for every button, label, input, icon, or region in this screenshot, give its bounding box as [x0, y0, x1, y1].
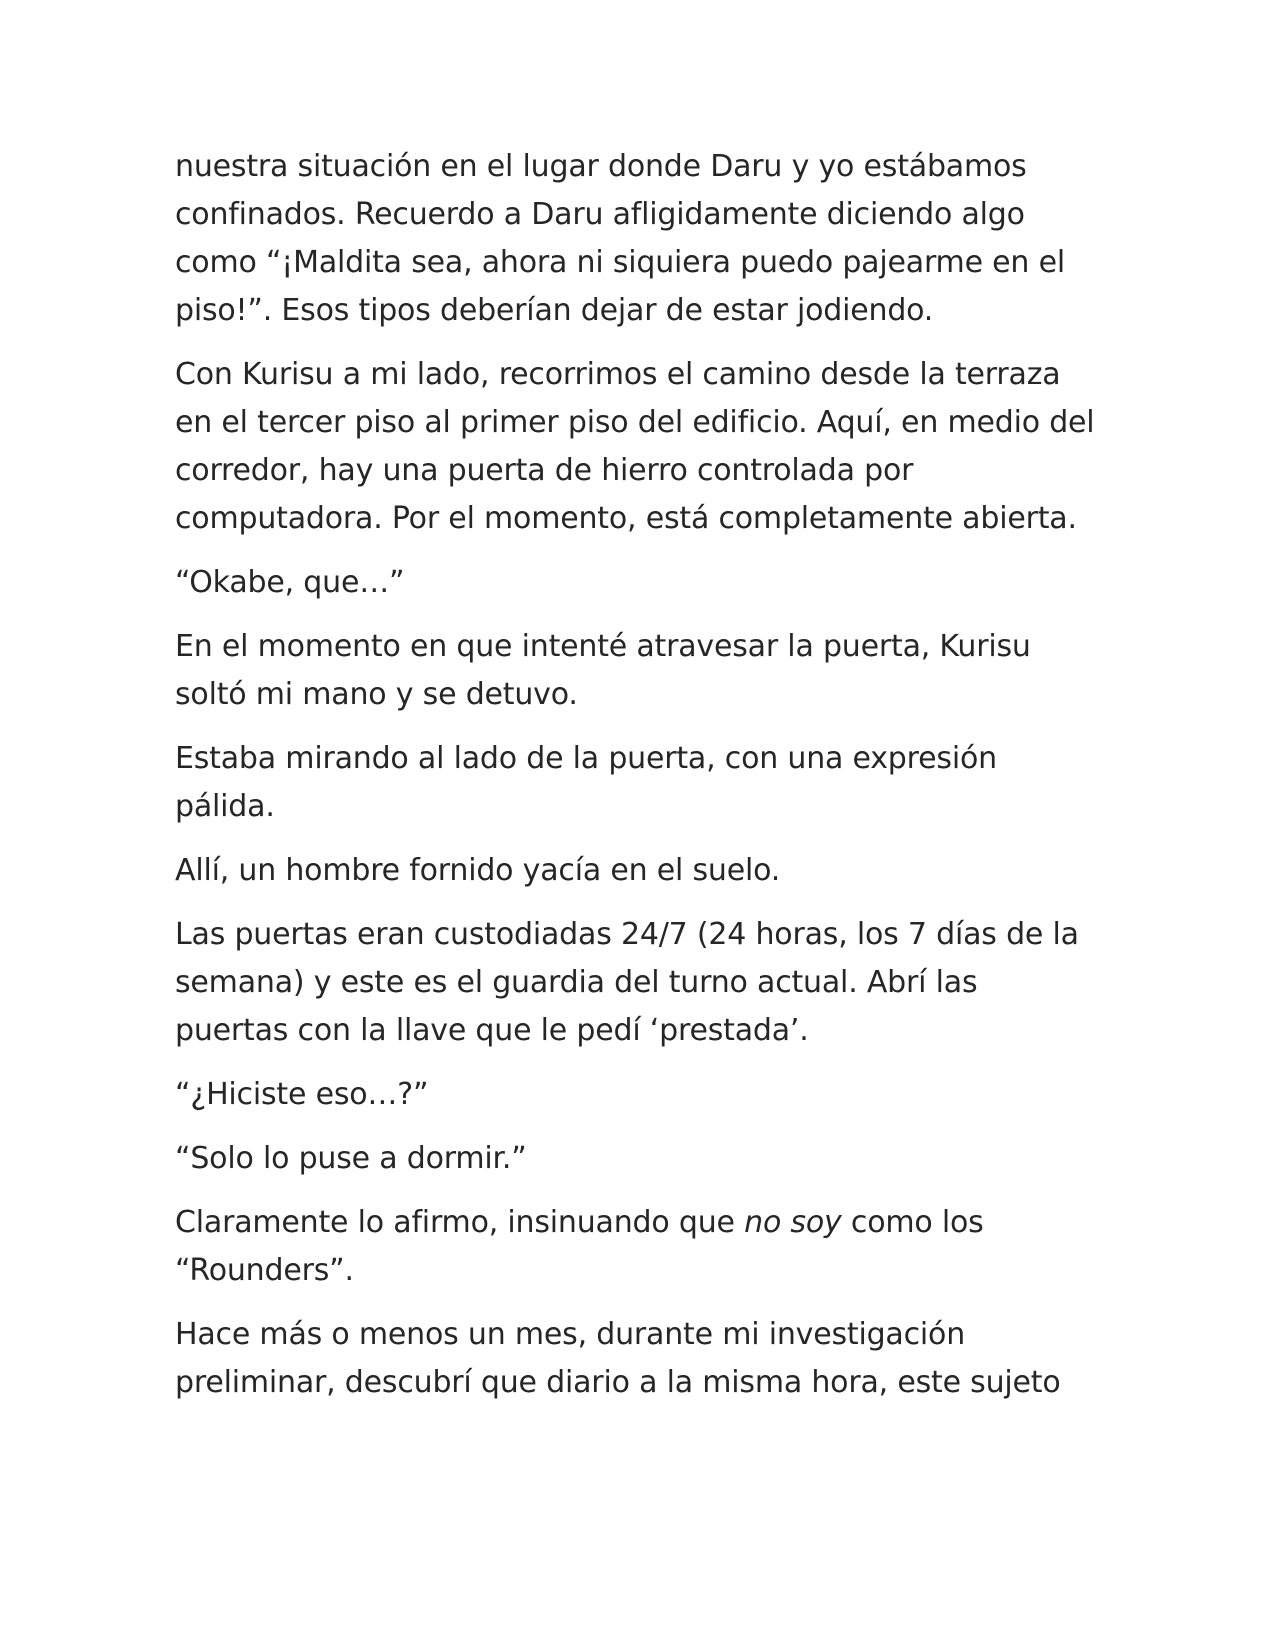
paragraph-10 — [175, 1199, 1095, 1295]
paragraph-10-after: como los “Rounders”. — [175, 1205, 984, 1288]
paragraph-10-emphasis: no soy — [744, 1205, 842, 1240]
paragraph-6: Allí, un hombre fornido yacía en el suelo. — [175, 853, 781, 888]
paragraph-10-before: Claramente lo afirmo, insinuando que — [175, 1205, 745, 1240]
paragraph-8: “¿Hiciste eso…?” — [175, 1077, 429, 1112]
paragraph-11: Hace más o menos un mes, durante mi investigación preliminar, descubrí que diario a la misma hora, este sujeto — [175, 1317, 1061, 1400]
document-page — [175, 143, 1095, 1423]
paragraph-4: En el momento en que intenté atravesar la puerta, Kurisu soltó mi mano y se detuvo. — [175, 629, 1031, 712]
paragraph-3: “Okabe, que…” — [175, 565, 405, 600]
paragraph-2: Con Kurisu a mi lado, recorrimos el camino desde la terraza en el tercer piso al primer piso del edificio. Aquí, en medio del corredor, hay una puerta de hierro controlada por computadora. Por el momento, está completamente abierta. — [175, 357, 1095, 536]
paragraph-7: Las puertas eran custodiadas 24/7 (24 horas, los 7 días de la semana) y este es el guardia del turno actual. Abrí las puertas con la llave que le pedí ‘prestada’. — [175, 917, 1079, 1048]
paragraph-5: Estaba mirando al lado de la puerta, con una expresión pálida. — [175, 741, 997, 824]
paragraph-1: nuestra situación en el lugar donde Daru y yo estábamos confinados. Recuerdo a Daru afligidamente diciendo algo como “¡Maldita sea, ahora ni siquiera puedo pajearme en el piso!”. Esos tipos deberían dejar de estar jodiendo. — [175, 149, 1065, 328]
paragraph-9: “Solo lo puse a dormir.” — [175, 1141, 527, 1176]
